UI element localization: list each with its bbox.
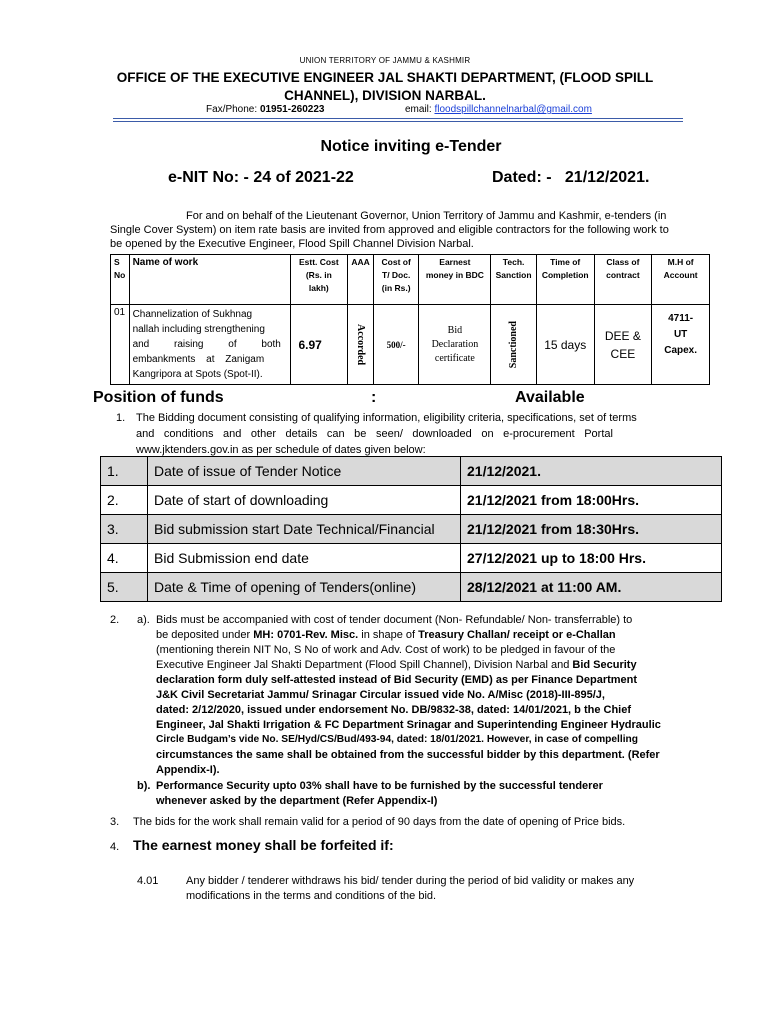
row-name-l1: Channelization of Sukhnag [132,309,253,320]
point2a-line8: Engineer, Jal Shakti Irrigation & FC Department Srinagar and Superintending Engineer Hydraulic [156,719,661,731]
email-label: email: [405,104,432,115]
point2a-line6: J&K Civil Secretariat Jammu/ Srinagar Circular issued vide No. A/Misc (2018)-III-895/J, [156,689,605,701]
header-emd [419,255,491,305]
header-doc-b: T/ Doc. [382,270,411,280]
header-doc-a: Cost of [381,257,411,267]
office-title-line2: CHANNEL), DIVISION NARBAL. [284,88,486,103]
schedule-table [100,456,722,602]
schedule-label: Date of issue of Tender Notice [148,457,461,486]
schedule-value: 28/12/2021 at 11:00 AM. [461,573,722,602]
schedule-num: 3. [101,515,148,544]
schedule-label: Date & Time of opening of Tenders(online) [148,573,461,602]
row-doc: 500/- [373,305,419,385]
schedule-value: 21/12/2021 from 18:00Hrs. [461,486,722,515]
position-value: Available [515,389,585,406]
notice-date: Dated: - 21/12/2021. [492,169,650,186]
point2a-line7: dated: 2/12/2020, issued under endorsement No. DB/9832-38, dated: 14/01/2021, b the Chief [156,704,632,716]
work-table-header [111,255,710,305]
ut-heading: UNION TERRITORY OF JAMMU & KASHMIR [299,56,471,65]
point2a-line5: declaration form duly self-attested instead of Bid Security (EMD) as per Finance Department [156,674,638,686]
header-doc-c: (in Rs.) [381,283,411,293]
header-mh [652,255,710,305]
point2a-mh: MH: 0701-Rev. Misc. [253,629,359,641]
position-colon: : [371,389,377,406]
row-name [129,305,290,385]
email-link[interactable]: floodspillchannelnarbal@gmail.com [434,104,592,115]
header-cost [290,255,348,305]
header-tech-a: Tech. [502,257,525,267]
row-tech [491,305,537,385]
header-sno-b: No [114,270,126,280]
header-time-a: Time of [550,257,581,267]
row-emd-l2: Declaration [431,338,479,350]
point401-line1: Any bidder / tenderer withdraws his bid/ tender during the period of bid validity or makes any [186,875,635,887]
intro-line1: For and on behalf of the Lieutenant Governor, Union Territory of Jammu and Kashmir, e-tenders (in [186,210,667,222]
point2b-line2: whenever asked by the department (Refer Appendix-I) [156,795,438,807]
row-aaa [348,305,374,385]
point2a-label: a). [137,614,150,626]
header-rule [113,118,683,119]
schedule-label: Bid submission start Date Technical/Financial [148,515,461,544]
point2b-label: b). [137,780,151,792]
enit-number: e-NIT No: - 24 of 2021-22 [168,169,354,186]
work-table-row [111,305,710,385]
point3-text: The bids for the work shall remain valid for a period of 90 days from the date of opening of Price bids. [133,816,626,828]
point2a-line3: (mentioning therein NIT No, S No of work and Adv. Cost of work) to be pledged in favour of the [156,644,616,656]
point2a-line10: circumstances the same shall be obtained from the successful bidder by this department. (Refer [156,749,660,761]
schedule-num: 4. [101,544,148,573]
schedule-num: 2. [101,486,148,515]
point4-number: 4. [110,841,120,853]
header-time-b: Completion [541,270,589,280]
row-mh [652,305,710,385]
header-emd-a: Earnest [439,257,471,267]
point2a-line9: Circle Budgam’s vide No. SE/Hyd/CS/Bud/493-94, dated: 18/01/2021. However, in case of compelling [156,734,638,745]
row-name-l5: Kangripora at Spots (Spot-II). [132,369,263,380]
point2b-line1: Performance Security upto 03% shall have to be furnished by the successful tenderer [156,780,603,792]
row-name-l4: embankments at Zanigam [132,354,265,365]
schedule-value: 21/12/2021 from 18:30Hrs. [461,515,722,544]
point1-line3: www.jktenders.gov.in as per schedule of dates given below: [136,444,426,456]
row-emd-l1: Bid [447,324,463,336]
row-time: 15 days [536,305,594,385]
schedule-row [101,544,722,573]
schedule-row [101,457,722,486]
point2-number: 2. [110,614,120,626]
schedule-num: 1. [101,457,148,486]
intro-line3: be opened by the Executive Engineer, Flood Spill Channel Division Narbal. [110,238,474,250]
row-tech-text: Sanctioned [508,320,520,369]
point1-number: 1. [116,412,126,424]
header-mh-a: M.H of [667,257,694,267]
row-sno: 01 [111,305,130,385]
header-cost-c: lakh) [308,283,329,293]
point3-number: 3. [110,816,120,828]
point2a-line2-mid: in shape of [358,629,419,641]
row-class-l1: DEE & [604,328,641,343]
row-mh-l3: Capex. [664,345,698,356]
header-class-b: contract [606,270,640,280]
header-class-a: Class of [606,257,640,267]
row-name-l3: and raising of both [132,339,281,350]
position-of-funds-label: Position of funds [93,389,224,406]
schedule-row [101,573,722,602]
row-cost: 6.97 [290,305,348,385]
header-rule-thin [113,121,683,122]
point2a-bid-security: Bid Security [572,659,637,671]
schedule-row [101,486,722,515]
row-mh-l1: 4711- [668,313,694,324]
row-name-l2: nallah including strengthening [132,324,265,335]
point2a-line4 [156,658,637,672]
point2a-line2 [156,628,616,642]
row-aaa-text: Accorded [355,323,367,366]
header-cost-b: (Rs. in [305,270,332,280]
header-tech-b: Sanction [495,270,532,280]
row-emd-l3: certificate [434,352,475,364]
header-name: Name of work [129,255,290,305]
row-class-l2: CEE [610,346,636,361]
point4-text: The earnest money shall be forfeited if: [133,837,394,853]
header-emd-b: money in BDC [425,270,484,280]
row-class [594,305,652,385]
work-table [110,254,710,385]
fax-phone [206,104,324,115]
point2a-line2-text: be deposited under [156,629,254,641]
row-emd [419,305,491,385]
header-time [536,255,594,305]
schedule-row [101,515,722,544]
schedule-value: 21/12/2021. [461,457,722,486]
schedule-label: Date of start of downloading [148,486,461,515]
row-mh-l2: UT [673,329,688,340]
header-sno [111,255,130,305]
point2a-challan: Treasury Challan/ receipt or e-Challan [418,629,616,641]
schedule-value: 27/12/2021 up to 18:00 Hrs. [461,544,722,573]
point401-number: 4.01 [137,875,159,887]
point1-line2: and conditions and other details can be seen/ downloaded on e-procurement Portal [136,428,613,440]
notice-title: Notice inviting e-Tender [320,138,502,155]
schedule-label: Bid Submission end date [148,544,461,573]
fax-label: Fax/Phone: [206,104,258,115]
intro-line2: Single Cover System) on item rate basis are invited from approved and eligible contractors for the following work to [110,224,669,236]
point401-line2: modifications in the terms and conditions of the bid. [186,890,437,902]
header-cost-a: Estt. Cost [299,257,339,267]
point1-line1: The Bidding document consisting of qualifying information, eligibility criteria, specifications, set of terms [136,412,637,424]
point2a-line1: Bids must be accompanied with cost of tender document (Non- Refundable/ Non- transferrable) to [156,614,633,626]
header-class [594,255,652,305]
point2a-line4-text: Executive Engineer Jal Shakti Department (Flood Spill Channel), Division Narbal and [156,659,573,671]
office-title-line1: OFFICE OF THE EXECUTIVE ENGINEER JAL SHAKTI DEPARTMENT, (FLOOD SPILL [116,70,654,85]
fax-value: 01951-260223 [259,104,325,115]
email-line [405,104,592,115]
header-aaa: AAA [348,255,374,305]
header-sno-a: S [114,257,120,267]
header-mh-b: Account [663,270,698,280]
header-doc [373,255,419,305]
schedule-num: 5. [101,573,148,602]
header-tech [491,255,537,305]
point2a-line11: Appendix-I). [156,764,220,776]
